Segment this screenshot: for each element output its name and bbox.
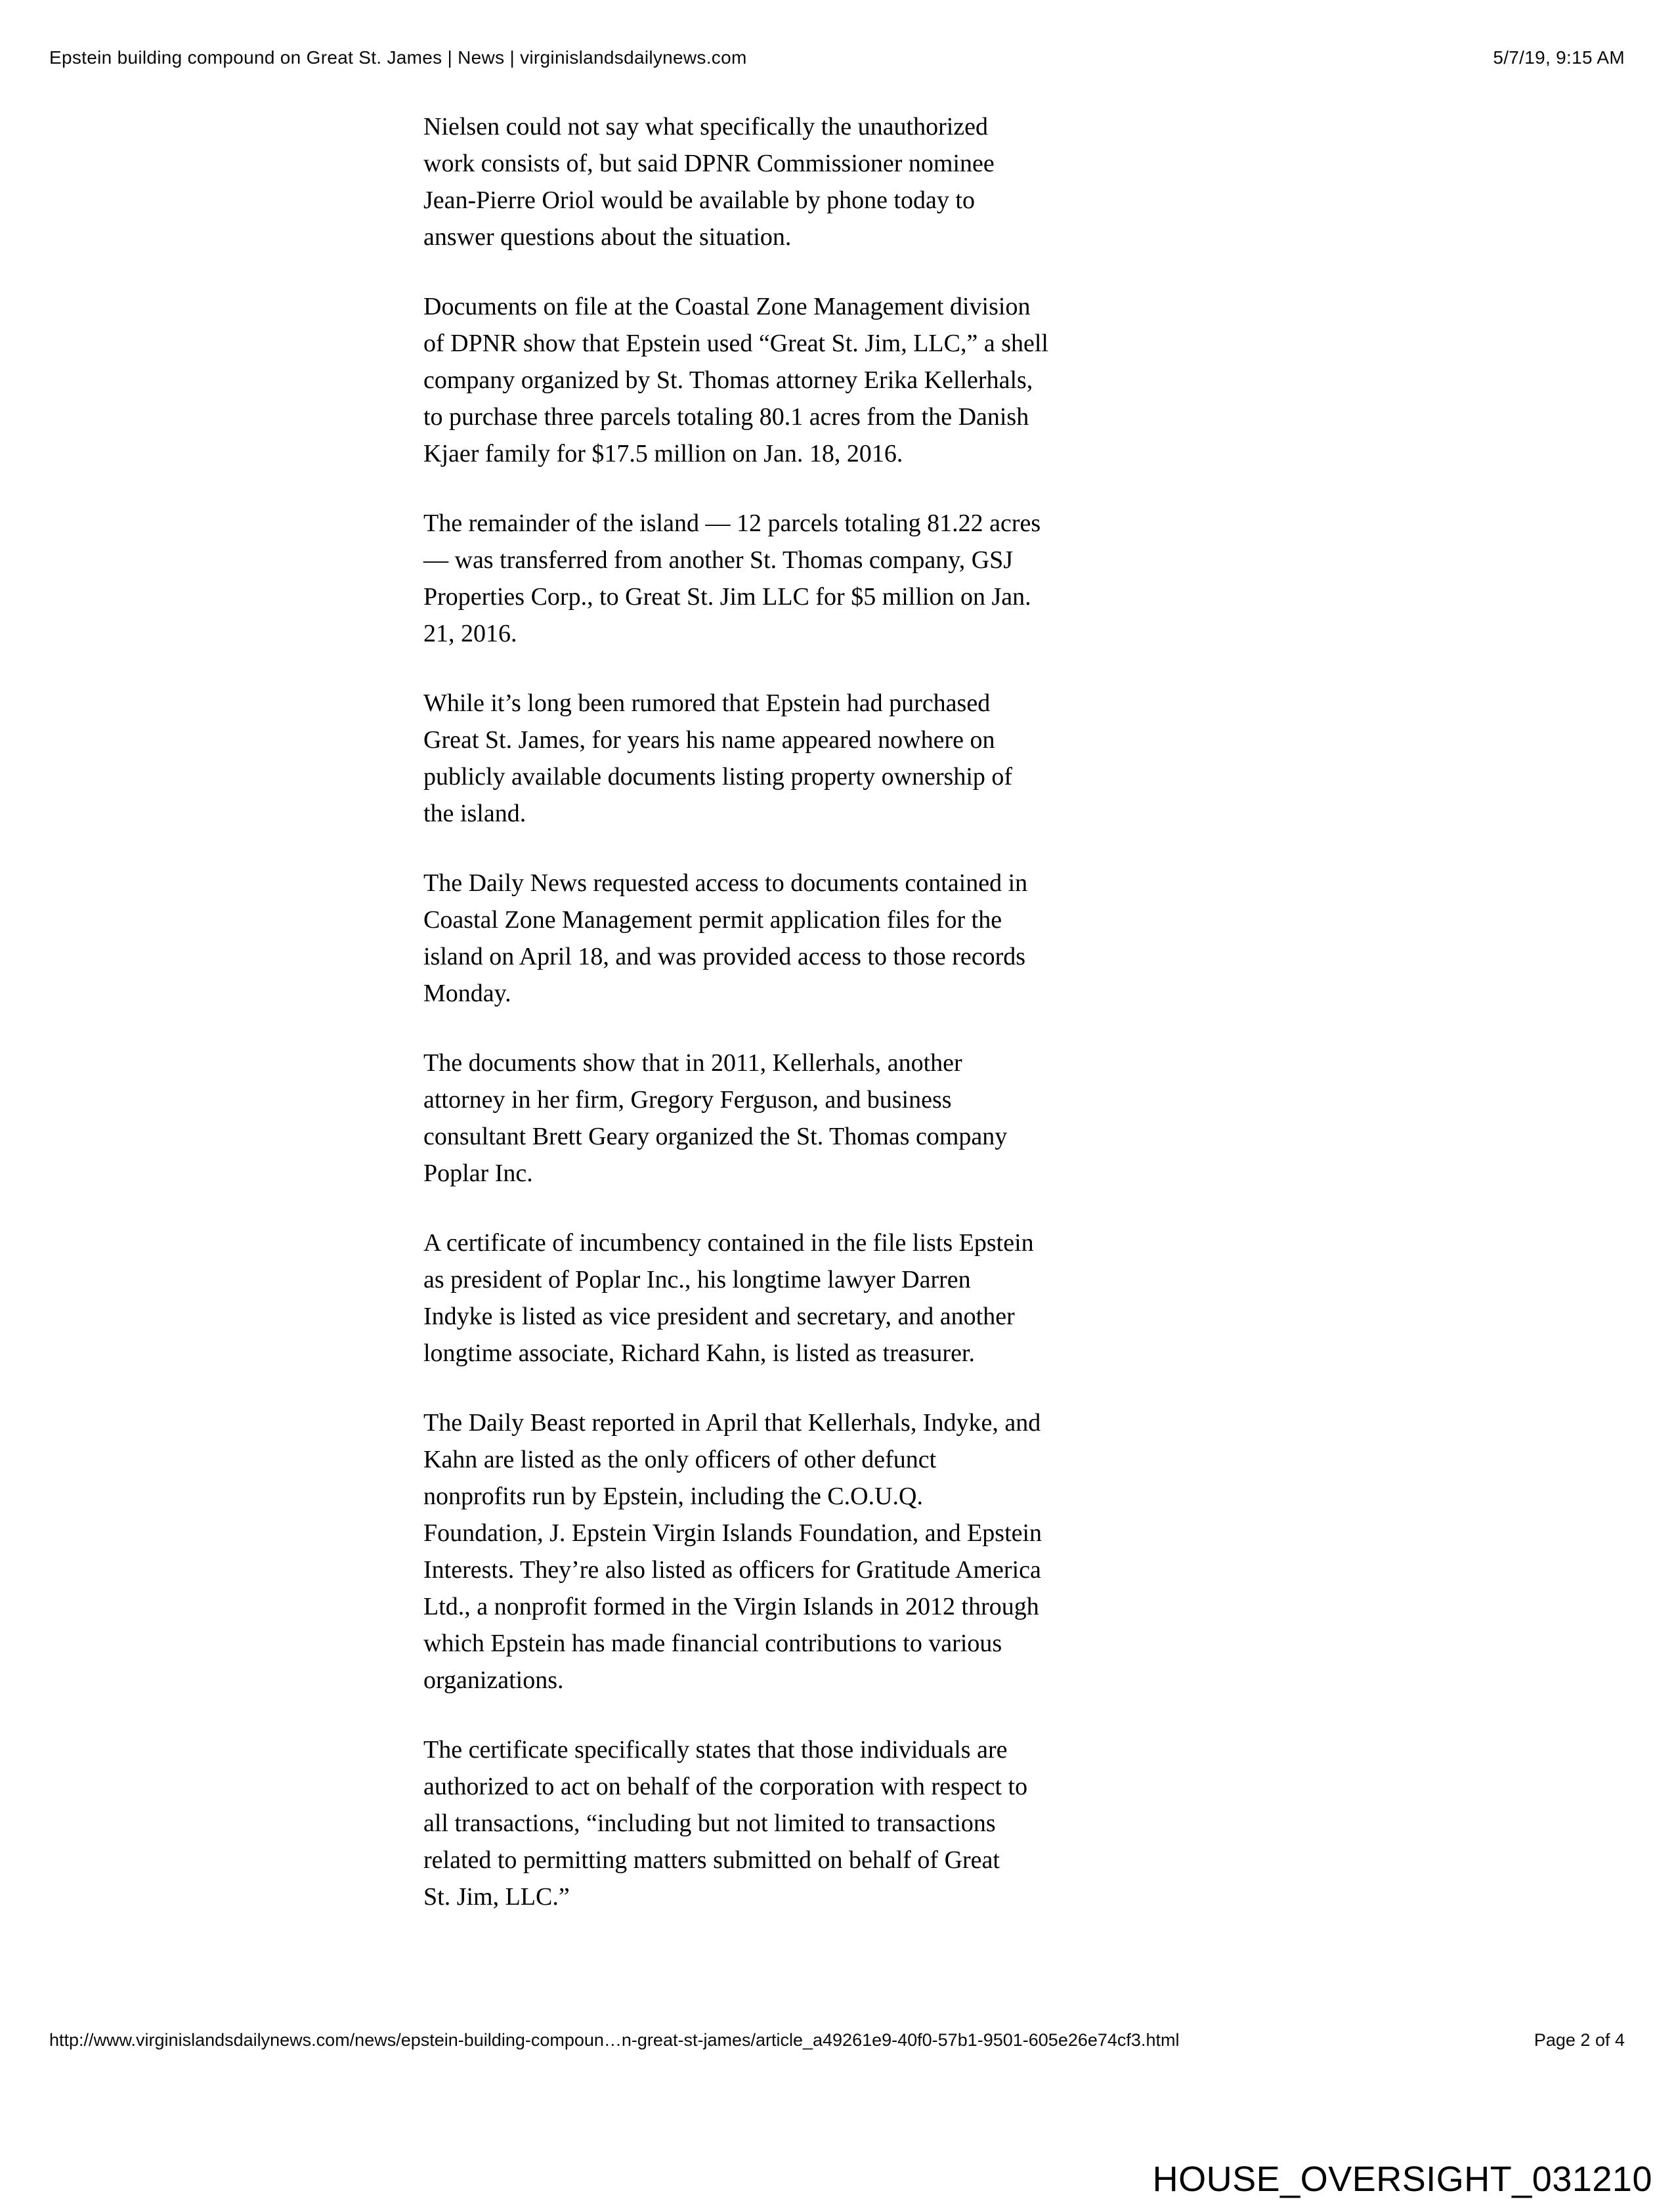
text-line: authorized to act on behalf of the corporation with respect to (423, 1773, 1028, 1800)
text-line: Nielsen could not say what specifically the unauthorized (423, 113, 989, 141)
text-line: all transactions, “including but not limited to transactions (423, 1810, 996, 1837)
text-line: of DPNR show that Epstein used “Great St. Jim, LLC,” a shell (423, 330, 1048, 357)
text-line: The Daily News requested access to documents contained in (423, 869, 1028, 897)
print-datetime: 5/7/19, 9:15 AM (1493, 47, 1625, 68)
text-line: which Epstein has made financial contributions to various (423, 1630, 1002, 1657)
text-line: Jean-Pierre Oriol would be available by phone today to (423, 186, 975, 214)
text-line: The remainder of the island — 12 parcels totaling 81.22 acres (423, 510, 1041, 537)
text-line: organizations. (423, 1666, 564, 1694)
text-line: Documents on file at the Coastal Zone Management division (423, 293, 1031, 320)
print-header (49, 47, 1625, 68)
text-line: company organized by St. Thomas attorney Erika Kellerhals, (423, 366, 1033, 394)
print-footer (49, 2030, 1625, 2050)
text-line: as president of Poplar Inc., his longtime lawyer Darren (423, 1266, 971, 1293)
text-line: nonprofits run by Epstein, including the C.O.U.Q. (423, 1483, 923, 1510)
text-line: publicly available documents listing property ownership of (423, 763, 1013, 791)
text-line: attorney in her firm, Gregory Ferguson, and business (423, 1086, 952, 1114)
text-line: Properties Corp., to Great St. Jim LLC for $5 million on Jan. (423, 583, 1031, 611)
paragraph (423, 288, 1119, 472)
text-line: Interests. They’re also listed as officers for Gratitude America (423, 1556, 1041, 1584)
paragraph (423, 1225, 1119, 1372)
page-number: Page 2 of 4 (1534, 2030, 1625, 2050)
text-line: Poplar Inc. (423, 1160, 533, 1187)
paragraph (423, 108, 1119, 255)
text-line: longtime associate, Richard Kahn, is listed as treasurer. (423, 1339, 975, 1367)
text-line: While it’s long been rumored that Epstein had purchased (423, 689, 991, 717)
text-line: A certificate of incumbency contained in the file lists Epstein (423, 1229, 1034, 1257)
text-line: Kahn are listed as the only officers of other defunct (423, 1446, 937, 1473)
bates-stamp: HOUSE_OVERSIGHT_031210 (1152, 2159, 1652, 2199)
text-line: related to permitting matters submitted on behalf of Great (423, 1846, 1000, 1874)
text-line: Great St. James, for years his name appeared nowhere on (423, 726, 995, 754)
text-line: Indyke is listed as vice president and secretary, and another (423, 1303, 1015, 1330)
paragraph (423, 1731, 1119, 1915)
text-line: answer questions about the situation. (423, 223, 792, 251)
paragraph (423, 1404, 1119, 1699)
text-line: Kjaer family for $17.5 million on Jan. 18, 2016. (423, 440, 903, 467)
text-line: Coastal Zone Management permit application files for the (423, 906, 1002, 934)
text-line: work consists of, but said DPNR Commissioner nominee (423, 150, 995, 177)
text-line: — was transferred from another St. Thomas company, GSJ (423, 546, 1014, 574)
text-line: Monday. (423, 980, 511, 1007)
text-line: island on April 18, and was provided access to those records (423, 943, 1026, 970)
text-line: The documents show that in 2011, Kellerhals, another (423, 1049, 962, 1077)
paragraph (423, 865, 1119, 1012)
page-title: Epstein building compound on Great St. James | News | virginislandsdailynews.com (49, 47, 747, 68)
paragraph (423, 685, 1119, 832)
text-line: the island. (423, 800, 526, 827)
paragraph (423, 505, 1119, 652)
text-line: The certificate specifically states that those individuals are (423, 1736, 1008, 1764)
source-url: http://www.virginislandsdailynews.com/news/epstein-building-compoun…n-great-st-james/article_a49261e9-40f0-57b1-9501-605e26e74cf3.html (49, 2030, 1180, 2050)
text-line: Ltd., a nonprofit formed in the Virgin Islands in 2012 through (423, 1593, 1039, 1620)
text-line: Foundation, J. Epstein Virgin Islands Foundation, and Epstein (423, 1519, 1042, 1547)
text-line: consultant Brett Geary organized the St. Thomas company (423, 1123, 1008, 1150)
text-line: 21, 2016. (423, 620, 517, 647)
text-line: St. Jim, LLC.” (423, 1883, 570, 1911)
text-line: to purchase three parcels totaling 80.1 acres from the Danish (423, 403, 1029, 431)
article-body (423, 108, 1119, 1948)
paragraph (423, 1045, 1119, 1192)
text-line: The Daily Beast reported in April that Kellerhals, Indyke, and (423, 1409, 1041, 1437)
